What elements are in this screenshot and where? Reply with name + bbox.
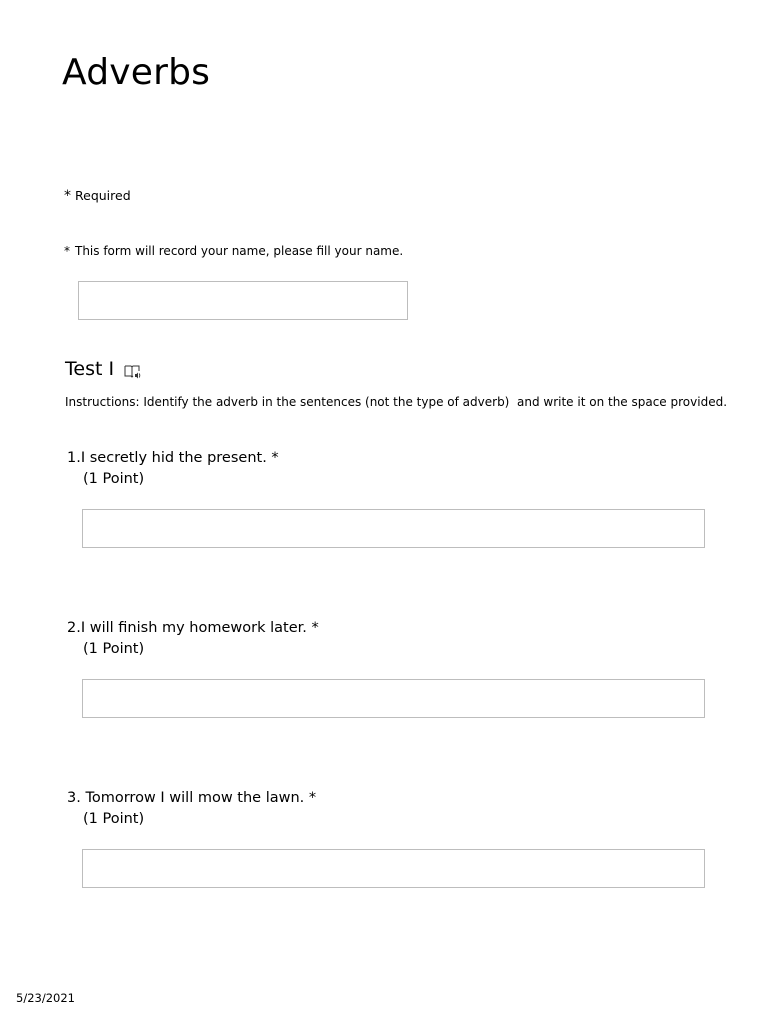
name-input[interactable] xyxy=(78,281,408,320)
name-notice-star: * xyxy=(64,244,70,258)
question-1 xyxy=(67,448,707,490)
question-2-number: 2. xyxy=(67,620,81,636)
section-header xyxy=(65,358,142,380)
question-2-answer-input[interactable] xyxy=(82,679,705,718)
required-label: Required xyxy=(75,188,131,203)
question-3-text: Tomorrow I will mow the lawn. * xyxy=(80,790,317,806)
question-2-prompt xyxy=(67,618,707,638)
question-3-number: 3. xyxy=(67,790,81,806)
question-2 xyxy=(67,618,707,660)
name-notice xyxy=(64,244,403,258)
required-note xyxy=(64,188,131,204)
name-notice-text: This form will record your name, please fill your name. xyxy=(75,244,404,258)
section-title: Test I xyxy=(65,358,115,380)
required-star: * xyxy=(64,188,71,204)
section-instructions: Instructions: Identify the adverb in the sentences (not the type of adverb) and write it on the space provided. xyxy=(65,395,728,409)
question-3-answer-input[interactable] xyxy=(82,849,705,888)
question-1-number: 1. xyxy=(67,450,81,466)
question-1-answer-input[interactable] xyxy=(82,509,705,548)
form-title: Adverbs xyxy=(62,52,211,93)
question-1-prompt xyxy=(67,448,707,468)
question-2-text: I will finish my homework later. * xyxy=(80,620,319,636)
immersive-reader-icon[interactable] xyxy=(124,363,142,379)
print-date: 5/23/2021 xyxy=(16,991,75,1005)
question-3 xyxy=(67,788,707,830)
question-1-points: (1 Point) xyxy=(83,471,145,487)
question-3-points: (1 Point) xyxy=(83,811,145,827)
question-1-text: I secretly hid the present. * xyxy=(80,450,279,466)
question-3-prompt xyxy=(67,788,707,808)
question-2-points: (1 Point) xyxy=(83,641,145,657)
